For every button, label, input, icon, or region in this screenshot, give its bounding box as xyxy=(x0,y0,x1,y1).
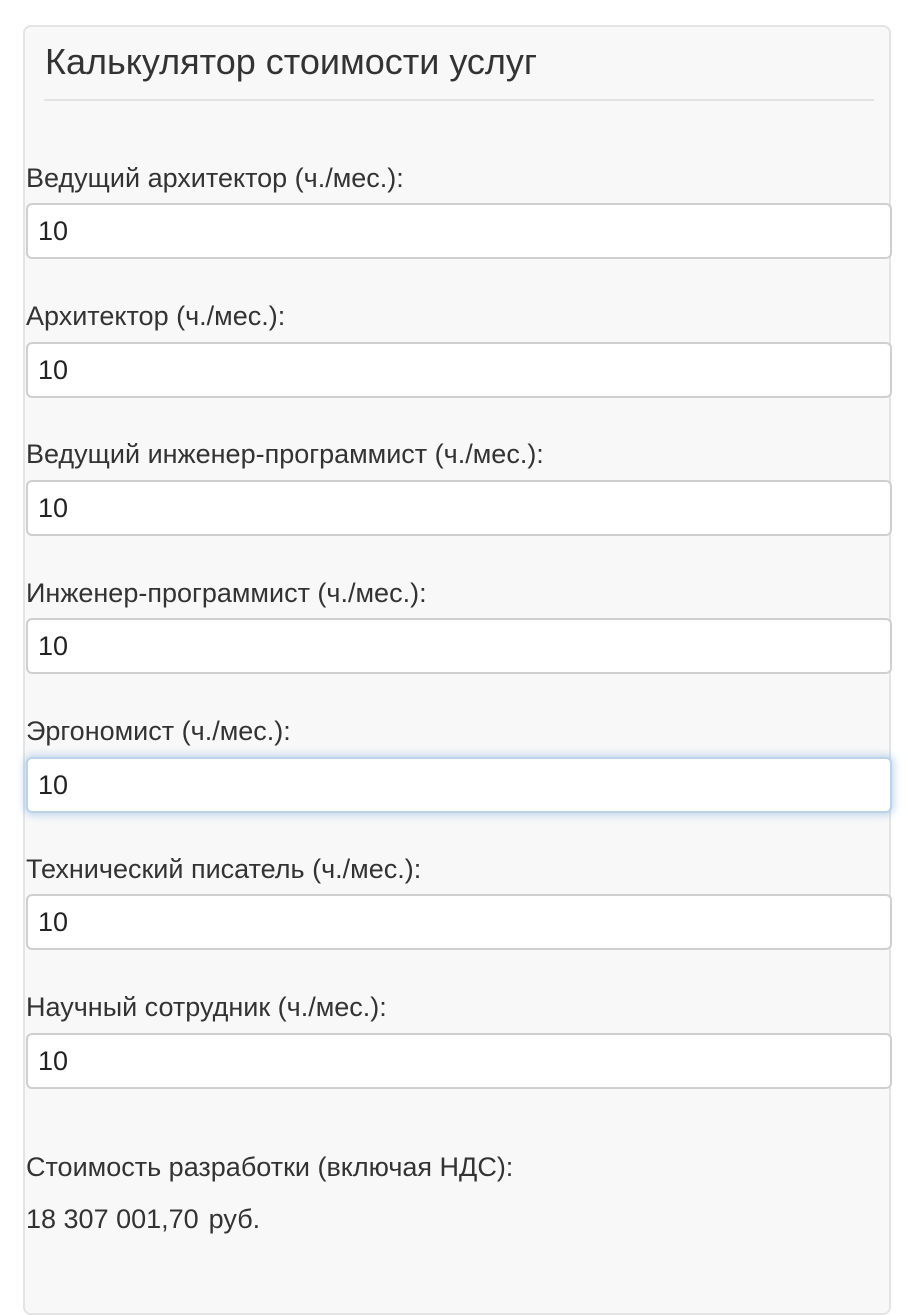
ergonomist-hours-input[interactable] xyxy=(26,757,892,813)
calculator-panel xyxy=(23,25,891,1315)
research-associate-hours-input[interactable] xyxy=(26,1033,892,1089)
software-engineer-hours-input[interactable] xyxy=(26,618,892,674)
total-cost-label: Стоимость разработки (включая НДС): xyxy=(26,1152,514,1182)
total-cost-amount: 18 307 001,70 xyxy=(26,1204,199,1234)
field-label-technical-writer: Технический писатель (ч./мес.): xyxy=(26,854,422,884)
field-label-architect: Архитектор (ч./мес.): xyxy=(26,301,286,331)
lead-architect-hours-input[interactable] xyxy=(26,203,892,259)
field-label-lead-architect: Ведущий архитектор (ч./мес.): xyxy=(26,163,404,193)
lead-software-engineer-hours-input[interactable] xyxy=(26,480,892,536)
field-label-ergonomist: Эргономист (ч./мес.): xyxy=(26,716,291,746)
field-label-research-associate: Научный сотрудник (ч./мес.): xyxy=(26,992,387,1022)
architect-hours-input[interactable] xyxy=(26,342,892,398)
total-cost-value xyxy=(26,1201,260,1237)
field-label-software-engineer: Инженер-программист (ч./мес.): xyxy=(26,578,427,608)
page-title: Калькулятор стоимости услуг xyxy=(45,41,538,82)
total-cost-currency: руб. xyxy=(208,1204,261,1234)
technical-writer-hours-input[interactable] xyxy=(26,894,892,950)
title-divider xyxy=(44,99,874,101)
field-label-lead-software-engineer: Ведущий инженер-программист (ч./мес.): xyxy=(26,439,544,469)
